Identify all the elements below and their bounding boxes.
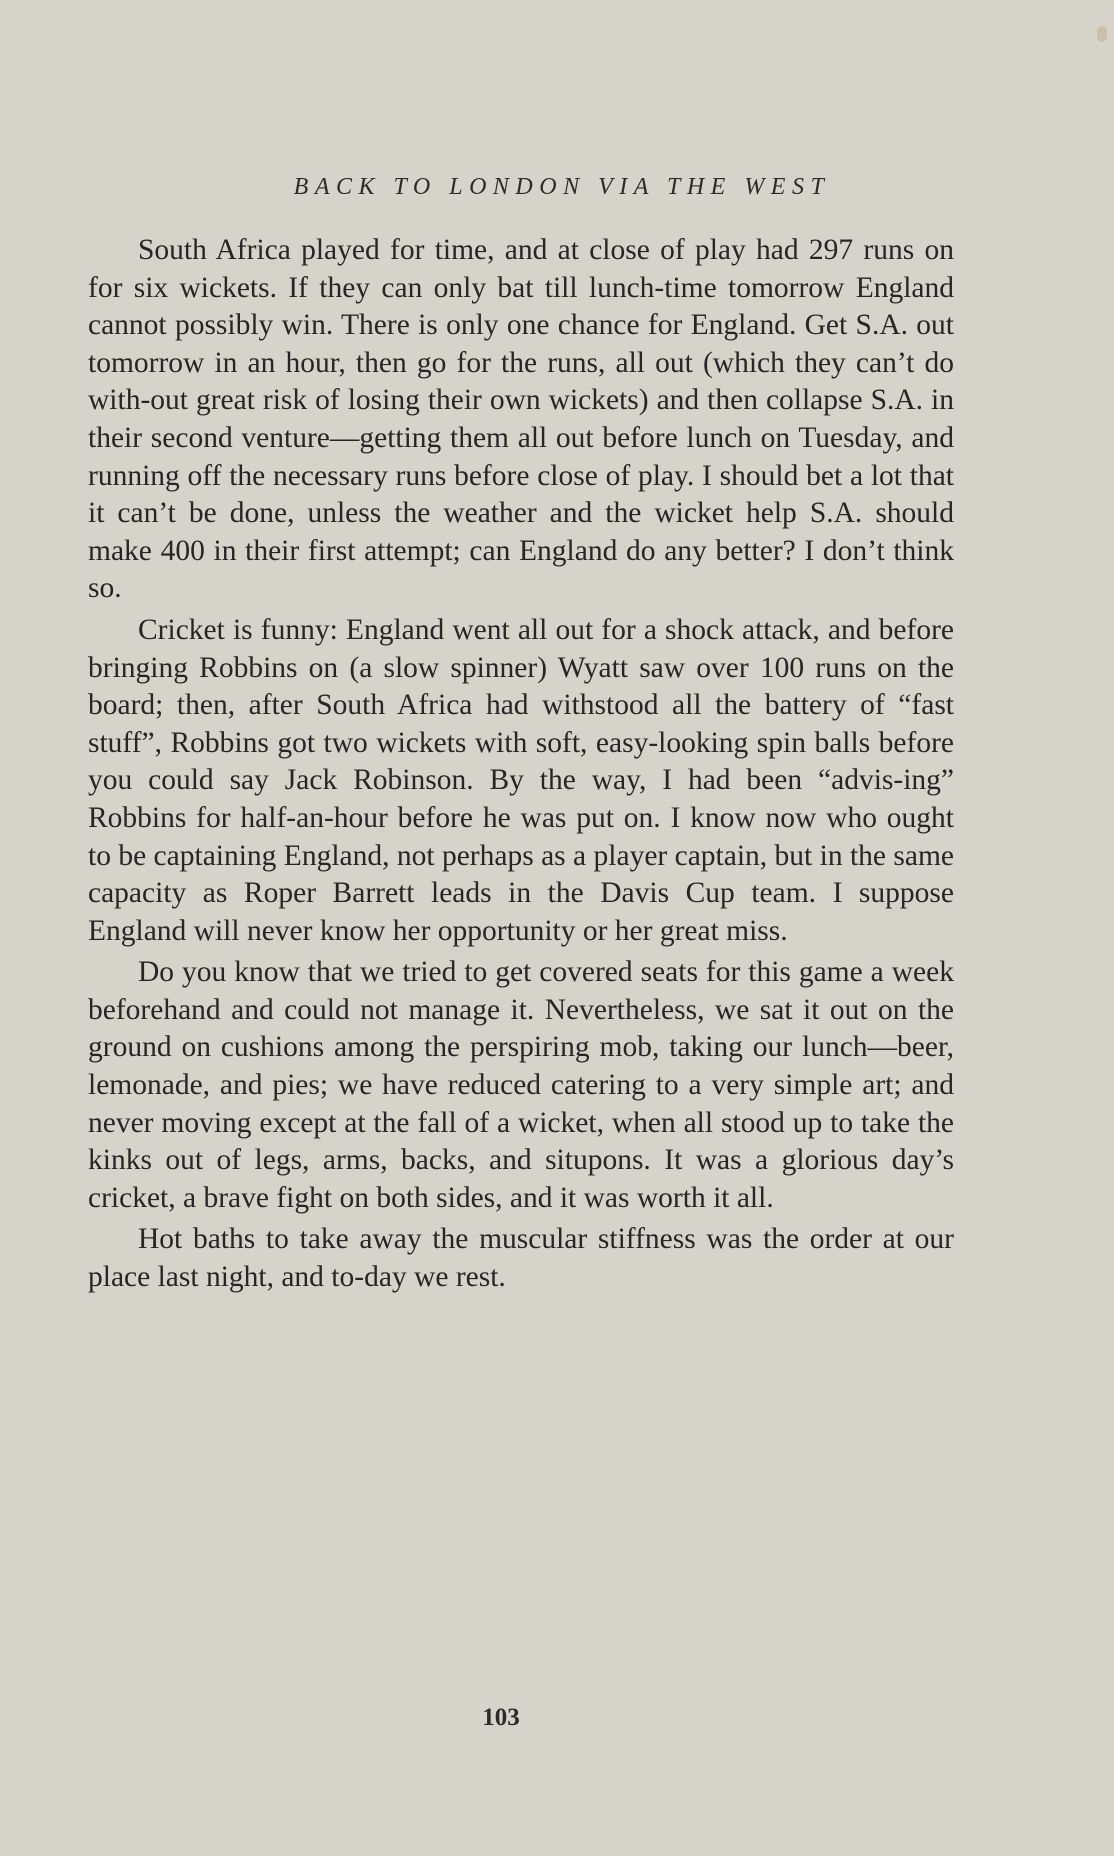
paragraph: Cricket is funny: England went all out for a shock attack, and before bringing Robbins on (a slow spinner) Wyatt saw over 100 runs on the board; then, after South Africa had withstood all the battery of “fast stuff”, Robbins got two wickets with soft, easy-looking spin balls before you could say Jack Robinson. By the way, I had been “advis-ing” Robbins for half-an-hour before he was put on. I know now who ought to be captaining England, not perhaps as a player captain, but in the same capacity as Roper Barrett leads in the Davis Cup team. I suppose England will never know her opportunity or her great miss. bbox=[88, 613, 954, 947]
body-text bbox=[88, 232, 954, 1297]
paragraph: Do you know that we tried to get covered seats for this game a week beforehand and could not manage it. Nevertheless, we sat it out on the ground on cushions among the perspiring mob, taking our lunch—beer, lemonade, and pies; we have reduced catering to a very simple art; and never moving except at the fall of a wicket, when all stood up to take the kinks out of legs, arms, backs, and situpons. It was a glorious day’s cricket, a brave fight on both sides, and it was worth it all. bbox=[88, 956, 954, 1214]
paragraph: Hot baths to take away the muscular stiffness was the order at our place last night, and to-day we rest. bbox=[88, 1223, 954, 1294]
page-number: 103 bbox=[482, 1704, 520, 1731]
paragraph: South Africa played for time, and at close of play had 297 runs on for six wickets. If they can only bat till lunch-time tomorrow England cannot possibly win. There is only one chance for England. Get S.A. out tomorrow in an hour, then go for the runs, all out (which they can’t do with-out great risk of losing their own wickets) and then collapse S.A. in their second venture—getting them all out before lunch on Tuesday, and running off the necessary runs before close of play. I should bet a lot that it can’t be done, unless the weather and the wicket help S.A. should make 400 in their first attempt; can England do any better? I don’t think so. bbox=[88, 234, 954, 605]
running-head: BACK TO LONDON VIA THE WEST bbox=[293, 174, 831, 200]
page-stain bbox=[1097, 26, 1107, 42]
